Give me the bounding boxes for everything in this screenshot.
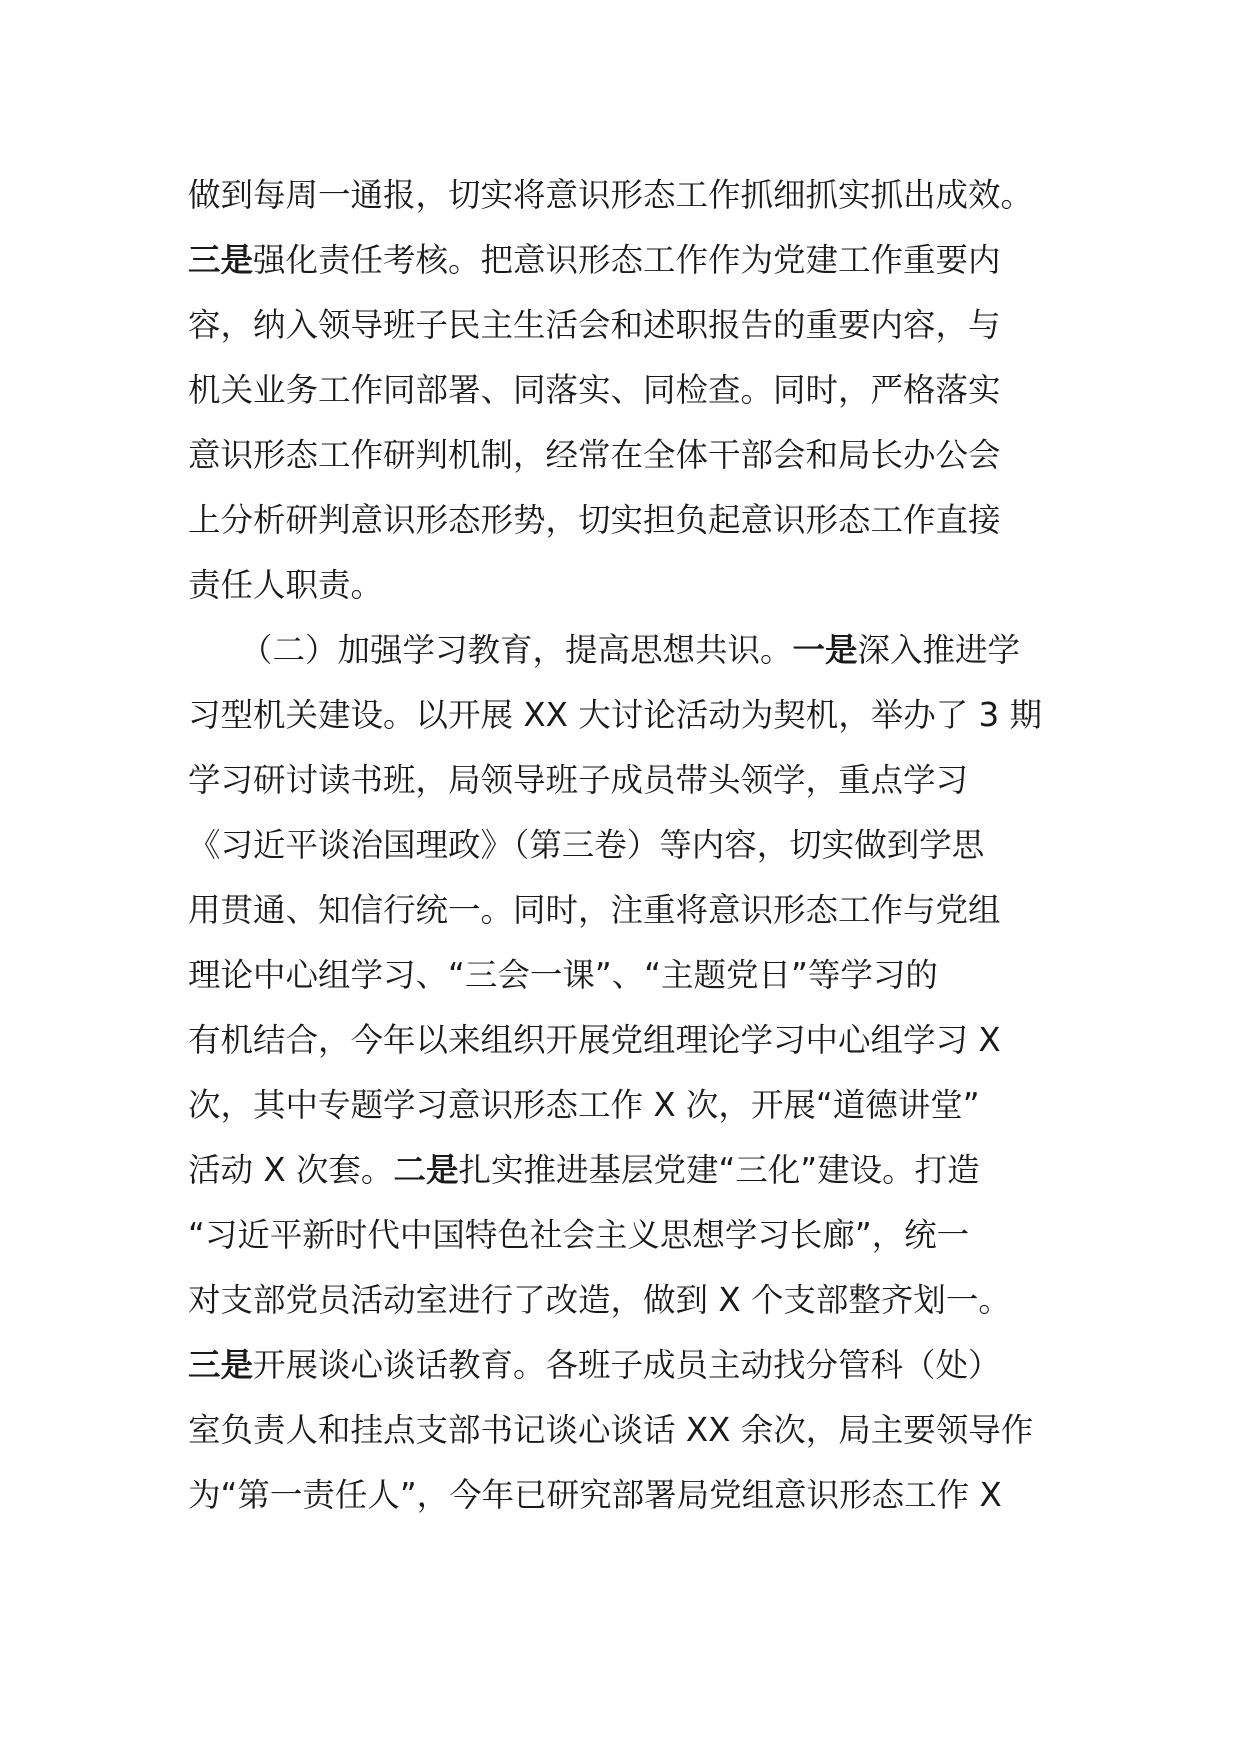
text-line — [188, 293, 1068, 358]
text-line — [188, 1203, 1068, 1268]
text-line — [188, 1333, 1068, 1398]
text-line — [188, 358, 1068, 423]
text-line — [188, 1463, 1068, 1528]
text-line — [188, 228, 1068, 293]
emphasis-run: 二是 — [393, 1151, 459, 1189]
text-line — [188, 423, 1068, 488]
text-run: 机关业务工作同部署、同落实、同检查。同时，严格落实 — [188, 371, 1001, 409]
section-heading-line — [188, 618, 1068, 683]
text-line — [188, 488, 1068, 553]
text-run: 意识形态工作研判机制，经常在全体干部会和局长办公会 — [188, 436, 1001, 474]
emphasis-run: 三是 — [188, 1346, 254, 1384]
text-run: 做到每周一通报，切实将意识形态工作抓细抓实抓出成效。 — [188, 176, 1034, 214]
section-heading: （二）加强学习教育，提高思想共识。 — [240, 631, 793, 669]
emphasis-run: 三是 — [188, 241, 254, 279]
text-line — [188, 813, 1068, 878]
text-run: 上分析研判意识形态形势，切实担负起意识形态工作直接 — [188, 501, 1001, 539]
text-run: 理论中心组学习、“三会一课”、“主题党日”等学习的 — [188, 956, 938, 994]
text-run: 扎实推进基层党建“三化”建设。打造 — [458, 1151, 980, 1189]
text-run: 为“第一责任人”，今年已研究部署局党组意识形态工作 X — [188, 1476, 1002, 1514]
text-line — [188, 878, 1068, 943]
emphasis-run: 一是 — [792, 631, 858, 669]
text-run: 《习近平谈治国理政》（第三卷）等内容，切实做到学思 — [188, 826, 985, 864]
text-run: 用贯通、知信行统一。同时，注重将意识形态工作与党组 — [188, 891, 1001, 929]
text-run: 习型机关建设。以开展 XX 大讨论活动为契机，举办了 3 期 — [188, 696, 1043, 734]
text-run: 活动 X 次套。 — [188, 1151, 394, 1189]
text-run: 学习研讨读书班，局领导班子成员带头领学，重点学习 — [188, 761, 969, 799]
text-run: 深入推进学 — [857, 631, 1021, 669]
text-run: “习近平新时代中国特色社会主义思想学习长廊”，统一 — [188, 1216, 970, 1254]
text-line — [188, 1073, 1068, 1138]
text-line — [188, 943, 1068, 1008]
text-line — [188, 163, 1068, 228]
text-line — [188, 1268, 1068, 1333]
text-run: 开展谈心谈话教育。各班子成员主动找分管科（处） — [253, 1346, 1001, 1384]
text-run: 次，其中专题学习意识形态工作 X 次，开展“道德讲堂” — [188, 1086, 980, 1124]
document-body — [188, 163, 1068, 1528]
text-line — [188, 748, 1068, 813]
text-run: 对支部党员活动室进行了改造，做到 X 个支部整齐划一。 — [188, 1281, 1011, 1319]
text-run: 室负责人和挂点支部书记谈心谈话 XX 余次，局主要领导作 — [188, 1411, 1034, 1449]
text-line — [188, 553, 1068, 618]
text-run: 容，纳入领导班子民主生活会和述职报告的重要内容，与 — [188, 306, 1001, 344]
text-line — [188, 1008, 1068, 1073]
text-run: 强化责任考核。把意识形态工作作为党建工作重要内 — [253, 241, 1001, 279]
text-run: 有机结合，今年以来组织开展党组理论学习中心组学习 X — [188, 1021, 1001, 1059]
text-line — [188, 1398, 1068, 1463]
text-run: 责任人职责。 — [188, 566, 384, 604]
text-line — [188, 683, 1068, 748]
text-line — [188, 1138, 1068, 1203]
